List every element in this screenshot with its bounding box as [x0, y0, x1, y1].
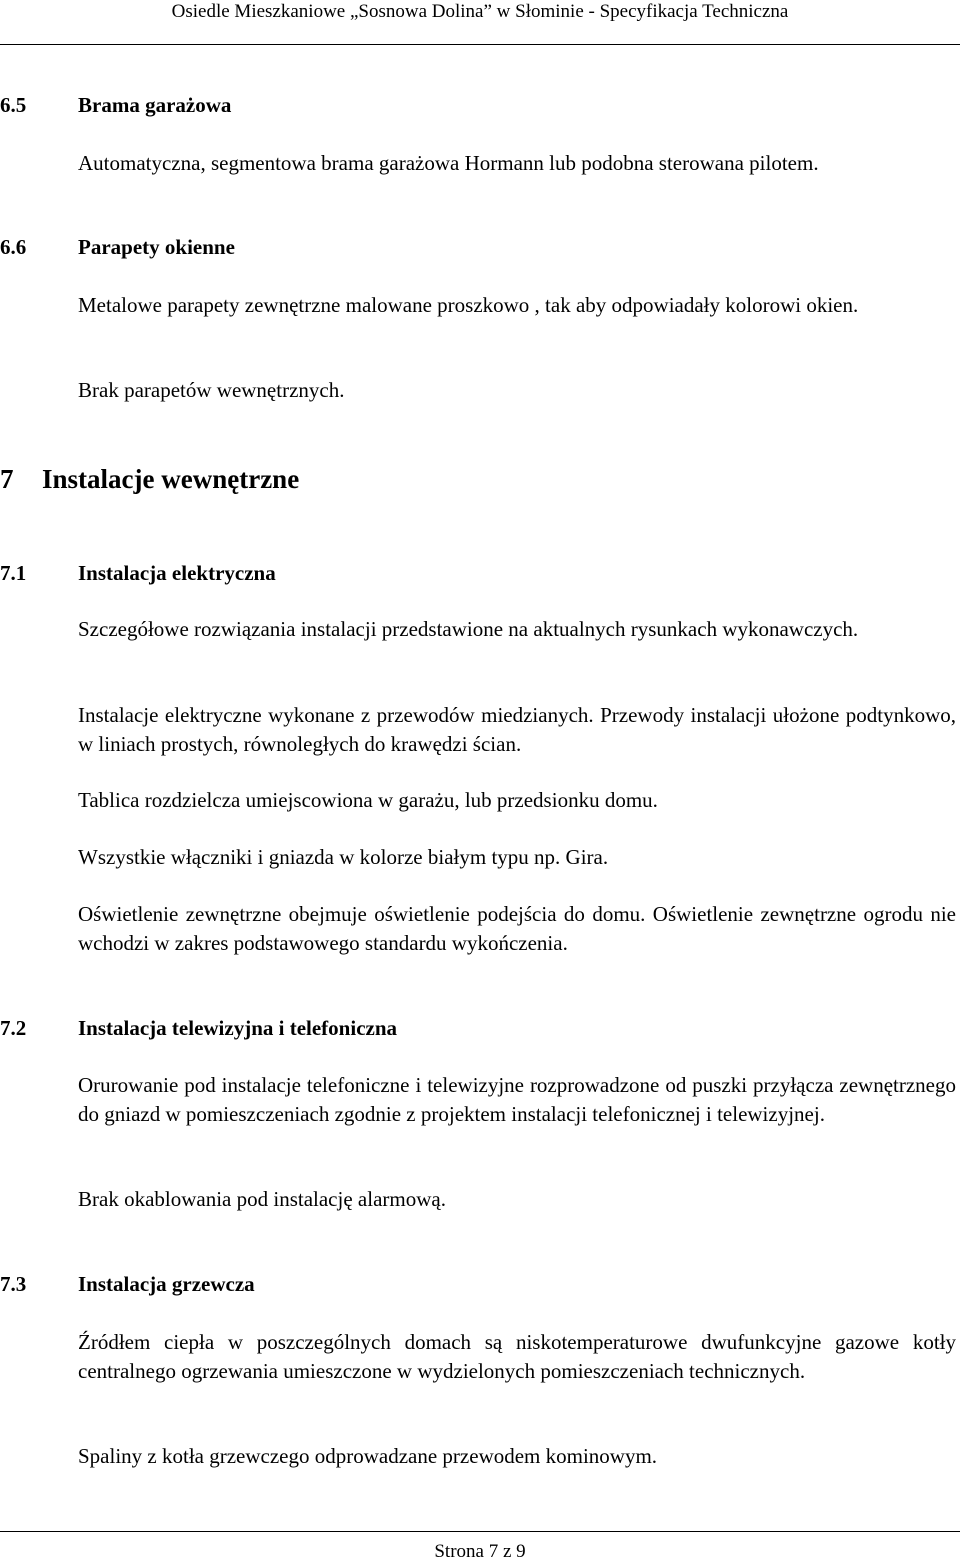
heading-number: 7.3 — [0, 1272, 27, 1296]
heading-number: 7.2 — [0, 1016, 27, 1040]
paragraph: Źródłem ciepła w poszczególnych domach są niskotemperaturowe dwufunkcyjne gazowe kotły centralnego ogrzewania umieszczone w wydzielonych pomieszczeniach technicznych. — [78, 1330, 956, 1383]
paragraph: Instalacje elektryczne wykonane z przewodów miedzianych. Przewody instalacji ułożone podtynkowo, w liniach prostych, równoległych do krawędzi ścian. — [78, 703, 956, 756]
heading-number: 7 — [0, 464, 14, 494]
heading-title: Brama garażowa — [78, 93, 232, 117]
paragraph: Brak okablowania pod instalację alarmową. — [78, 1187, 446, 1211]
heading-7 — [0, 464, 299, 494]
heading-number: 7.1 — [0, 561, 27, 585]
heading-6-5 — [0, 93, 231, 117]
document-title: Osiedle Mieszkaniowe „Sosnowa Dolina” w Słominie - Specyfikacja Techniczna — [171, 1, 789, 22]
heading-title: Instalacje wewnętrzne — [42, 464, 300, 494]
paragraph: Metalowe parapety zewnętrzne malowane proszkowo , tak aby odpowiadały kolorowi okien. — [78, 293, 859, 317]
heading-title: Instalacja elektryczna — [78, 561, 276, 585]
heading-7-3 — [0, 1272, 255, 1296]
heading-7-2 — [0, 1016, 397, 1040]
heading-title: Parapety okienne — [78, 235, 235, 259]
footer-divider — [0, 1531, 960, 1532]
heading-7-1 — [0, 561, 276, 585]
paragraph: Oświetlenie zewnętrzne obejmuje oświetlenie podejścia do domu. Oświetlenie zewnętrzne ogrodu nie wchodzi w zakres podstawowego standardu wykończenia. — [78, 902, 956, 955]
page-number: Strona 7 z 9 — [434, 1541, 526, 1562]
paragraph: Wszystkie włączniki i gniazda w kolorze białym typu np. Gira. — [78, 845, 609, 869]
heading-number: 6.5 — [0, 93, 27, 117]
paragraph: Brak parapetów wewnętrznych. — [78, 378, 345, 402]
paragraph: Szczegółowe rozwiązania instalacji przedstawione na aktualnych rysunkach wykonawczych. — [78, 617, 859, 641]
page-header — [0, 0, 960, 45]
page-footer — [0, 1531, 960, 1563]
paragraph: Automatyczna, segmentowa brama garażowa Hormann lub podobna sterowana pilotem. — [78, 151, 819, 175]
heading-number: 6.6 — [0, 235, 27, 259]
paragraph: Spaliny z kotła grzewczego odprowadzane przewodem kominowym. — [78, 1444, 658, 1468]
heading-title: Instalacja telewizyjna i telefoniczna — [78, 1016, 398, 1040]
heading-6-6 — [0, 235, 235, 259]
paragraph: Tablica rozdzielcza umiejscowiona w garażu, lub przedsionku domu. — [78, 788, 658, 812]
paragraph: Orurowanie pod instalacje telefoniczne i telewizyjne rozprowadzone od puszki przyłącza zewnętrznego do gniazd w pomieszczeniach zgodnie z projektem instalacji telefonicznej i telewizyjnej. — [78, 1073, 956, 1126]
heading-title: Instalacja grzewcza — [78, 1272, 255, 1296]
